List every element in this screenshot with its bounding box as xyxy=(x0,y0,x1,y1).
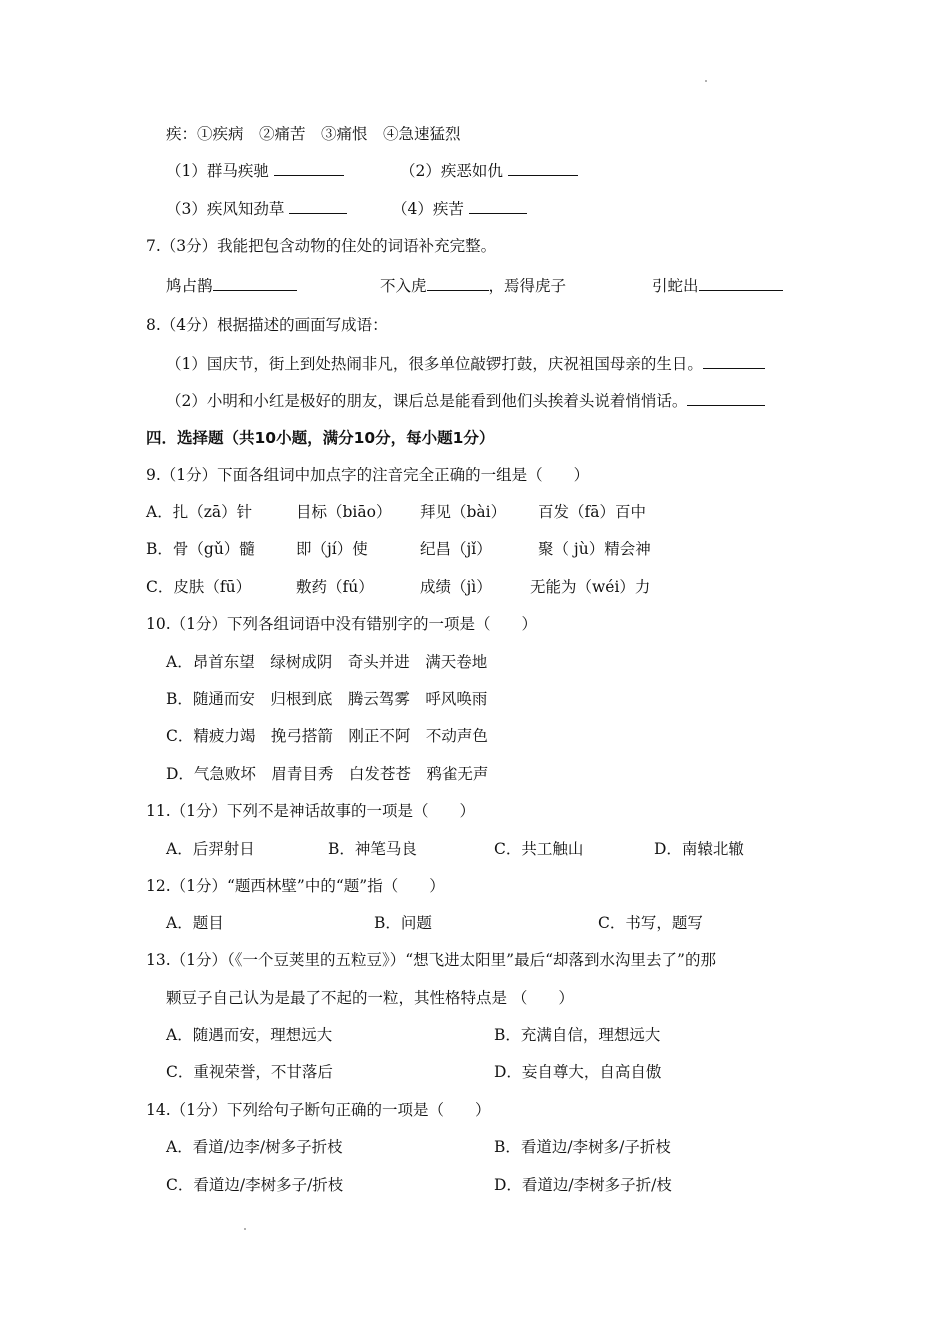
q8-item-2: （2）小明和小红是极好的朋友，课后总是能看到他们头挨着头说着悄悄话。 xyxy=(166,390,765,412)
q9-option-a2: 目标（biāo） xyxy=(296,503,392,521)
q10-option-b[interactable]: B．随通而安 归根到底 腾云驾雾 呼风唤雨 xyxy=(166,690,488,708)
q9-option-a3: 拜见（bài） xyxy=(420,503,507,521)
footer-dot xyxy=(244,1228,246,1230)
q9-option-c4: 无能为（wéi）力 xyxy=(530,578,651,596)
q10-option-c[interactable]: C．精疲力竭 挽弓搭箭 刚正不阿 不动声色 xyxy=(166,727,488,745)
q14-option-c[interactable]: C．看道边/李树多子/折枝 xyxy=(166,1176,344,1194)
q10-stem: 10.（1分）下列各组词语中没有错别字的一项是（ ） xyxy=(146,615,538,633)
q12-option-b[interactable]: B．问题 xyxy=(374,914,432,932)
q9-option-b1[interactable]: B．骨（gǔ）髓 xyxy=(146,540,255,558)
q6-item-2: （2）疾恶如仇 xyxy=(400,160,578,182)
q10-option-a[interactable]: A．昂首东望 绿树成阴 奇头并进 满天卷地 xyxy=(166,653,488,671)
q12-stem: 12.（1分）“题西林壁”中的“题”指（ ） xyxy=(146,877,445,895)
q12-option-a[interactable]: A．题目 xyxy=(166,914,224,932)
section-heading: 四．选择题（共10小题，满分10分，每小题1分） xyxy=(146,429,495,447)
q9-option-a1[interactable]: A．扎（zā）针 xyxy=(146,503,253,521)
q7-item-c: 引蛇出 xyxy=(652,275,783,297)
q9-option-b3: 纪昌（jǐ） xyxy=(420,540,492,558)
q14-option-d[interactable]: D．看道边/李树多子折/枝 xyxy=(494,1176,672,1194)
q9-option-c2: 敷药（fú） xyxy=(296,578,374,596)
q13-option-b[interactable]: B．充满自信，理想远大 xyxy=(494,1026,661,1044)
q14-option-b[interactable]: B．看道边/李树多/子折枝 xyxy=(494,1138,671,1156)
answer-blank[interactable] xyxy=(213,276,297,291)
q14-option-a[interactable]: A．看道/边李/树多子折枝 xyxy=(166,1138,343,1156)
q7-item-a: 鸠占鹊 xyxy=(166,275,297,297)
q8-stem: 8.（4分）根据描述的画面写成语： xyxy=(146,316,388,334)
answer-blank[interactable] xyxy=(289,199,347,214)
q13-option-d[interactable]: D．妄自尊大，自高自傲 xyxy=(494,1063,662,1081)
q9-option-c1[interactable]: C．皮肤（fū） xyxy=(146,578,252,596)
q11-option-a[interactable]: A．后羿射日 xyxy=(166,840,255,858)
q6-definition: 疾：①疾病 ②痛苦 ③痛恨 ④急速猛烈 xyxy=(166,125,461,143)
q9-option-b2: 即（jí）使 xyxy=(296,540,368,558)
q6-item-3: （3）疾风知劲草 xyxy=(166,198,347,220)
q9-option-a4: 百发（fā）百中 xyxy=(538,503,646,521)
answer-blank[interactable] xyxy=(703,354,765,369)
answer-blank[interactable] xyxy=(508,161,578,176)
q11-option-c[interactable]: C．共工触山 xyxy=(494,840,584,858)
q9-stem: 9.（1分）下面各组词中加点字的注音完全正确的一组是（ ） xyxy=(146,466,590,484)
q6-item-4: （4）疾苦 xyxy=(392,198,527,220)
q13-stem: 13.（1分）（《一个豆荚里的五粒豆》）“想飞进太阳里”最后“却落到水沟里去了”的那 xyxy=(146,951,716,969)
q14-stem: 14.（1分）下列给句子断句正确的一项是（ ） xyxy=(146,1101,491,1119)
q13-option-a[interactable]: A．随遇而安，理想远大 xyxy=(166,1026,333,1044)
q8-item-1: （1）国庆节，街上到处热闹非凡，很多单位敲锣打鼓，庆祝祖国母亲的生日。 xyxy=(166,353,765,375)
q13-option-c[interactable]: C．重视荣誉，不甘落后 xyxy=(166,1063,333,1081)
q7-item-b: 不入虎 ，焉得虎子 xyxy=(380,277,567,295)
answer-blank[interactable] xyxy=(469,199,527,214)
answer-blank[interactable] xyxy=(687,391,765,406)
q11-stem: 11.（1分）下列不是神话故事的一项是（ ） xyxy=(146,802,476,820)
answer-blank[interactable] xyxy=(699,276,783,291)
corner-dot xyxy=(705,80,707,82)
q10-option-d[interactable]: D．气急败坏 眉青目秀 白发苍苍 鸦雀无声 xyxy=(166,765,489,783)
q11-option-d[interactable]: D．南辕北辙 xyxy=(654,840,744,858)
q13-stem-cont: 颗豆子自己认为是最了不起的一粒，其性格特点是 （ ） xyxy=(166,989,574,1007)
q6-item-1: （1）群马疾驰 xyxy=(166,160,344,182)
q11-option-b[interactable]: B．神笔马良 xyxy=(328,840,417,858)
q7-stem: 7.（3分）我能把包含动物的住处的词语补充完整。 xyxy=(146,237,497,255)
answer-blank[interactable] xyxy=(427,276,489,291)
q9-option-c3: 成绩（jì） xyxy=(420,578,492,596)
answer-blank[interactable] xyxy=(274,161,344,176)
q12-option-c[interactable]: C．书写，题写 xyxy=(598,914,703,932)
q9-option-b4: 聚（ jù）精会神 xyxy=(538,540,651,558)
